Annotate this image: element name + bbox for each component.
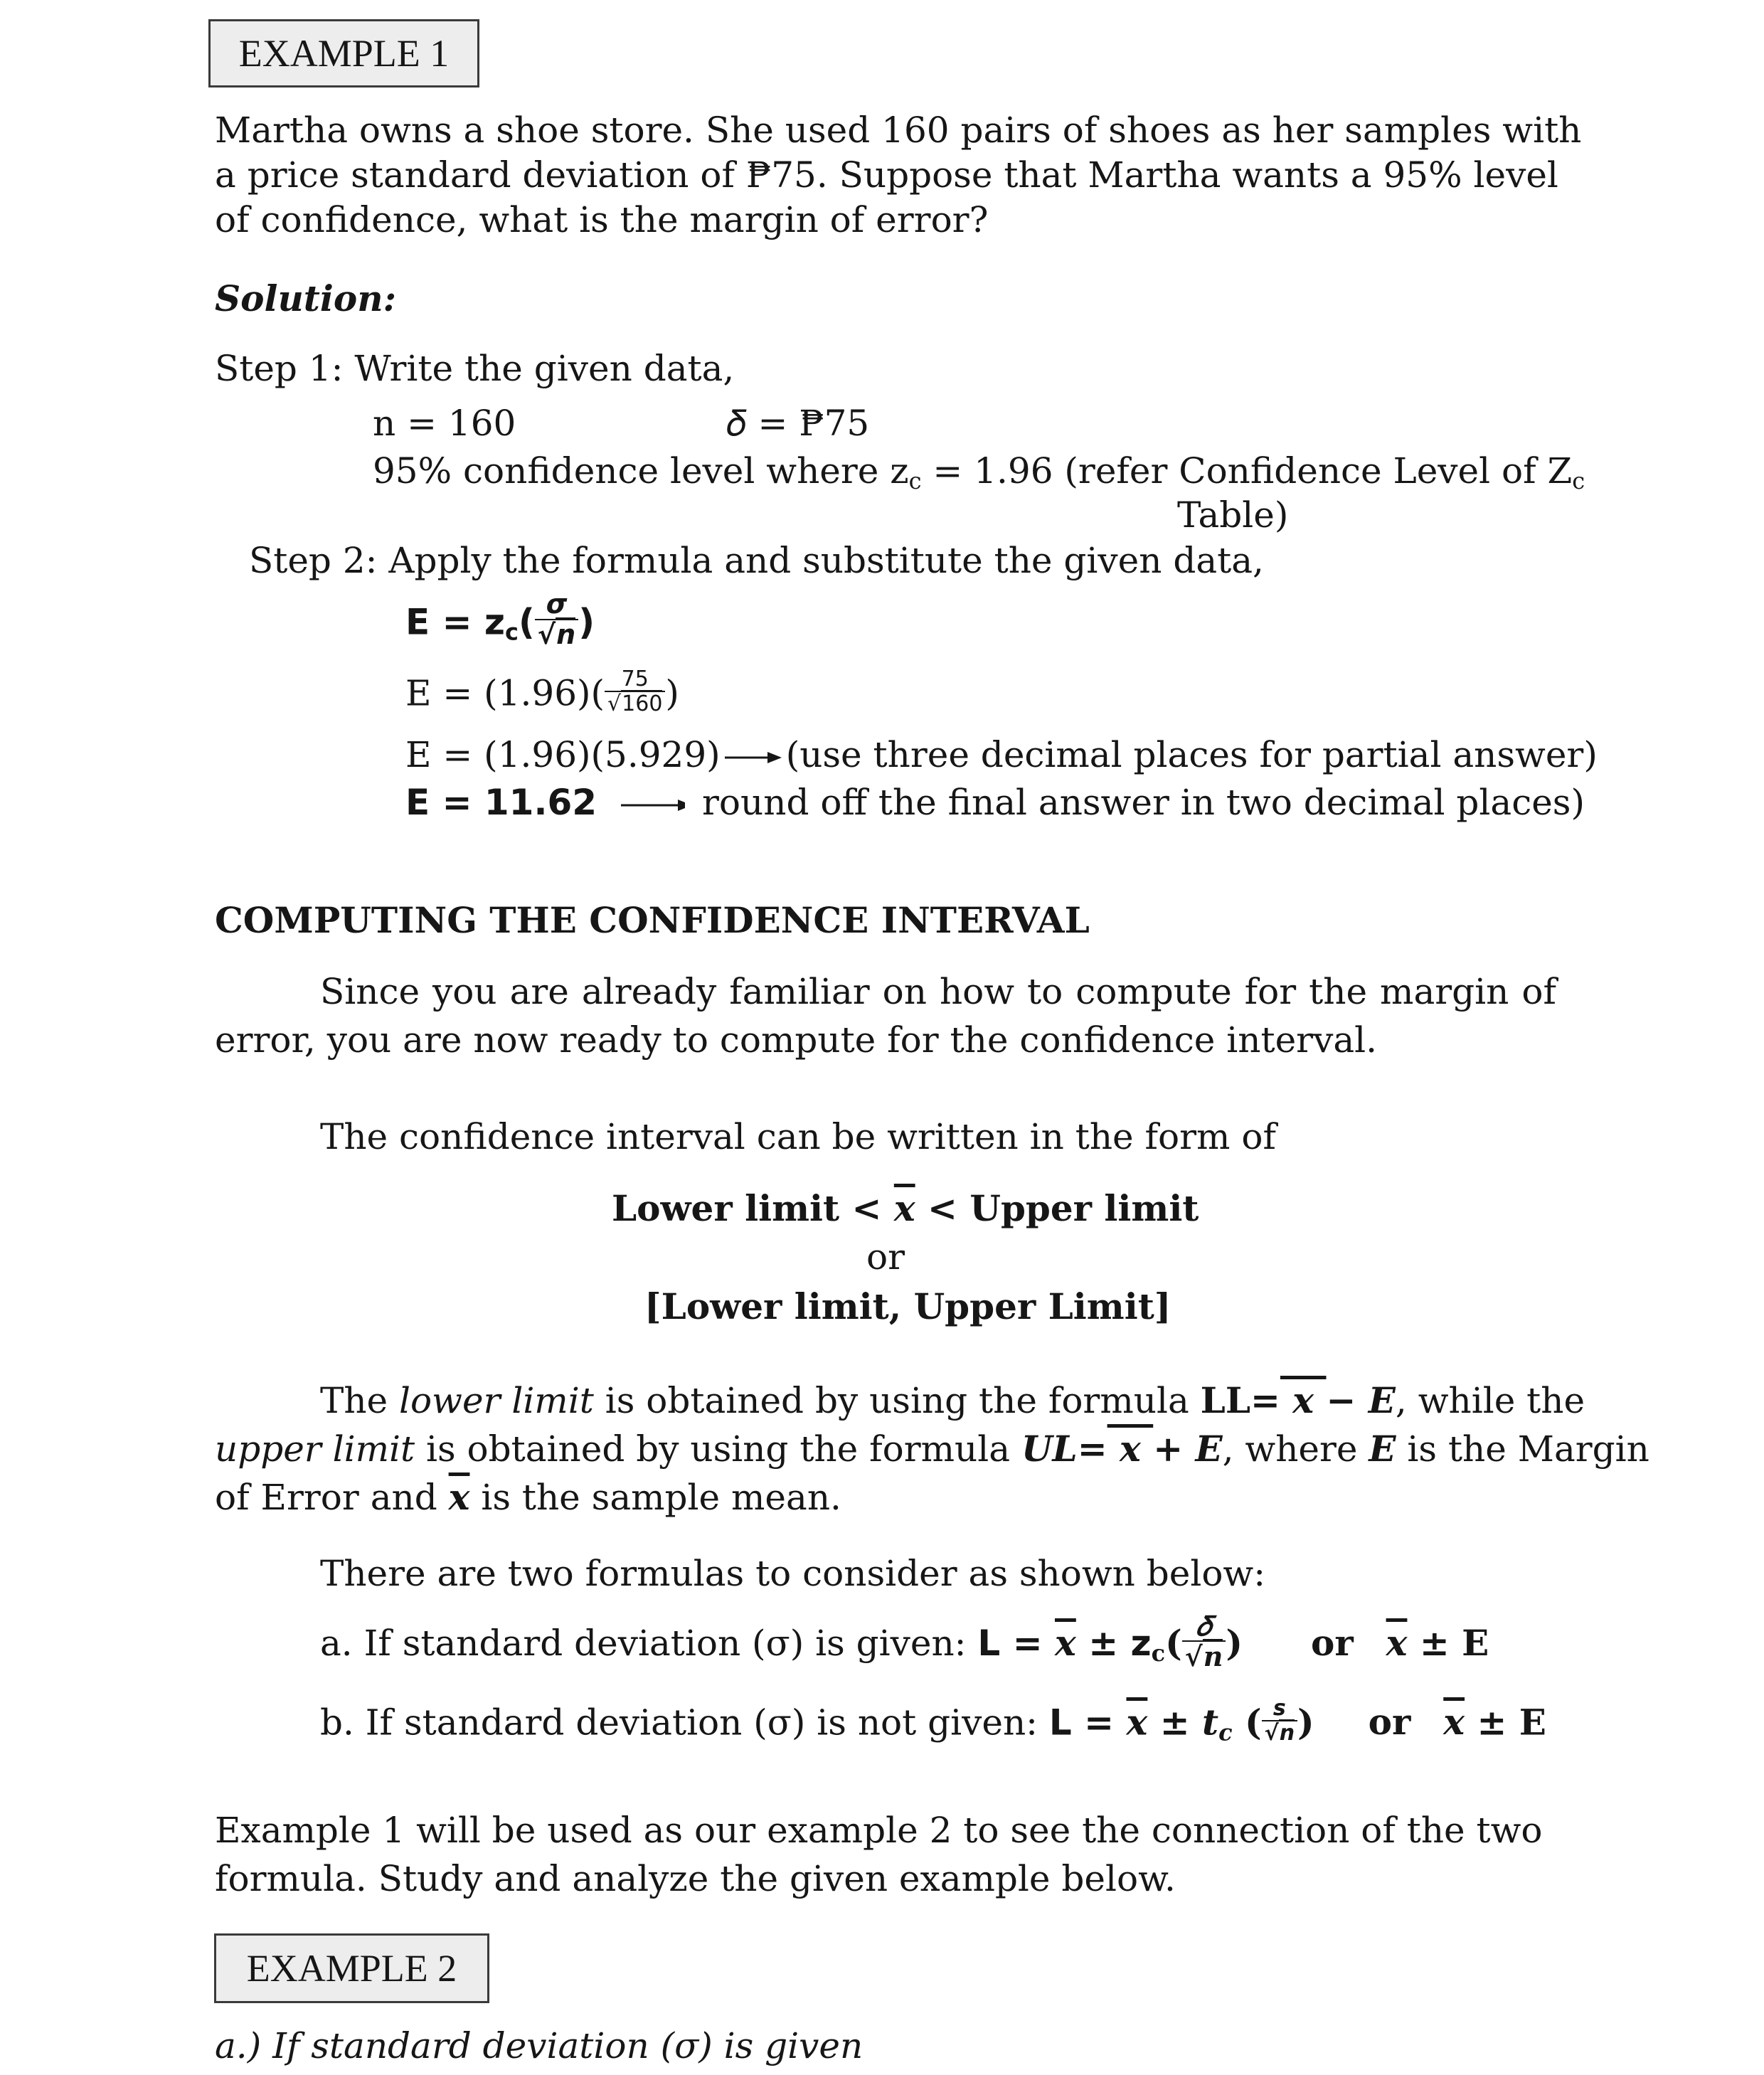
margin-formula: $E = z_c$( $\frac{\sigma}{√n}$ ) — [405, 588, 595, 650]
margin-of-error-line: of Error and $\overline{x}$ is the sample mean. — [215, 1476, 841, 1518]
interval-or: or — [866, 1236, 905, 1278]
substitution-line-1: E = (1.96)( $\frac{75}{√160}$ ) — [405, 667, 679, 716]
intro-line-2: error, you are now ready to compute for the confidence interval. — [215, 1019, 1378, 1061]
example1-label-box — [208, 19, 479, 87]
formula-a: a. If standard deviation (σ) is given: $L = \overline{x} \pm z_c$( $\frac{\text{𝛿}}{√n}$ ) or $\overline{x} \pm E$ — [320, 1610, 1489, 1672]
step1-title: Step 1: Write the given data, — [215, 348, 735, 389]
example2-label-box — [214, 1933, 489, 2003]
problem-line-2: a price standard deviation of ₱75. Suppose that Martha wants a 95% level — [215, 154, 1558, 196]
s-over-root-n: $\frac{s}{√n}$ — [1262, 1697, 1297, 1745]
lower-limit-line: The lower limit is obtained by using the formula LL= x − E, while the — [320, 1379, 1585, 1421]
example1-label: EXAMPLE 1 — [238, 32, 450, 75]
example2-label: EXAMPLE 2 — [246, 1947, 457, 1990]
problem-line-3: of confidence, what is the margin of error? — [215, 199, 989, 240]
interval-form-2: [Lower limit, Upper Limit] — [644, 1285, 1171, 1327]
arrow-right-icon — [725, 750, 782, 765]
formula-b: b. If standard deviation (σ) is not given: $L = \overline{x} \pm t_c$ ( $\frac{s}{√n}$ ) or $\overline{x} \pm E$ — [320, 1696, 1546, 1746]
form-intro: The confidence interval can be written in the form of — [320, 1116, 1276, 1157]
delta-over-root-n: $\frac{\text{𝛿}}{√n}$ — [1182, 1612, 1226, 1672]
step2-title: Step 2: Apply the formula and substitute the given data, — [249, 540, 1264, 581]
problem-line-1: Martha owns a shoe store. She used 160 pairs of shoes as her samples with — [215, 110, 1582, 151]
sigma-over-root-n: $\frac{\sigma}{√n}$ — [535, 590, 578, 650]
solution-label: Solution: — [215, 277, 397, 319]
confidence-line-table: Table) — [1177, 494, 1289, 536]
example2-case-a: a.) If standard deviation (σ) is given — [215, 2025, 864, 2066]
final-answer-line: E = 11.62 round off the final answer in two decimal places) — [405, 782, 1585, 823]
intro-line-1: Since you are already familiar on how to compute for the margin of — [320, 971, 1556, 1012]
section-heading: COMPUTING THE CONFIDENCE INTERVAL — [215, 899, 1090, 941]
connection-line-1: Example 1 will be used as our example 2 to see the connection of the two — [215, 1810, 1543, 1851]
confidence-line: 95% confidence level where $z_c = 1.96$ (refer Confidence Level of $Z_c$ — [373, 450, 1585, 494]
connection-line-2: formula. Study and analyze the given example below. — [215, 1858, 1176, 1899]
substitution-line-2: E = (1.96)(5.929) (use three decimal places for partial answer) — [405, 734, 1598, 775]
given-delta: 𝛿 = ₱75 — [727, 403, 870, 444]
upper-limit-line: upper limit is obtained by using the formula UL= x + E, where E is the Margin — [215, 1428, 1649, 1470]
given-n: n = 160 — [373, 403, 516, 444]
two-formulas-intro: There are two formulas to consider as shown below: — [320, 1553, 1266, 1594]
interval-form-1: Lower limit < $\overline{x}$ < Upper limit — [612, 1187, 1199, 1229]
75-over-root-160: $\frac{75}{√160}$ — [605, 668, 665, 716]
arrow-right-icon — [614, 798, 685, 812]
